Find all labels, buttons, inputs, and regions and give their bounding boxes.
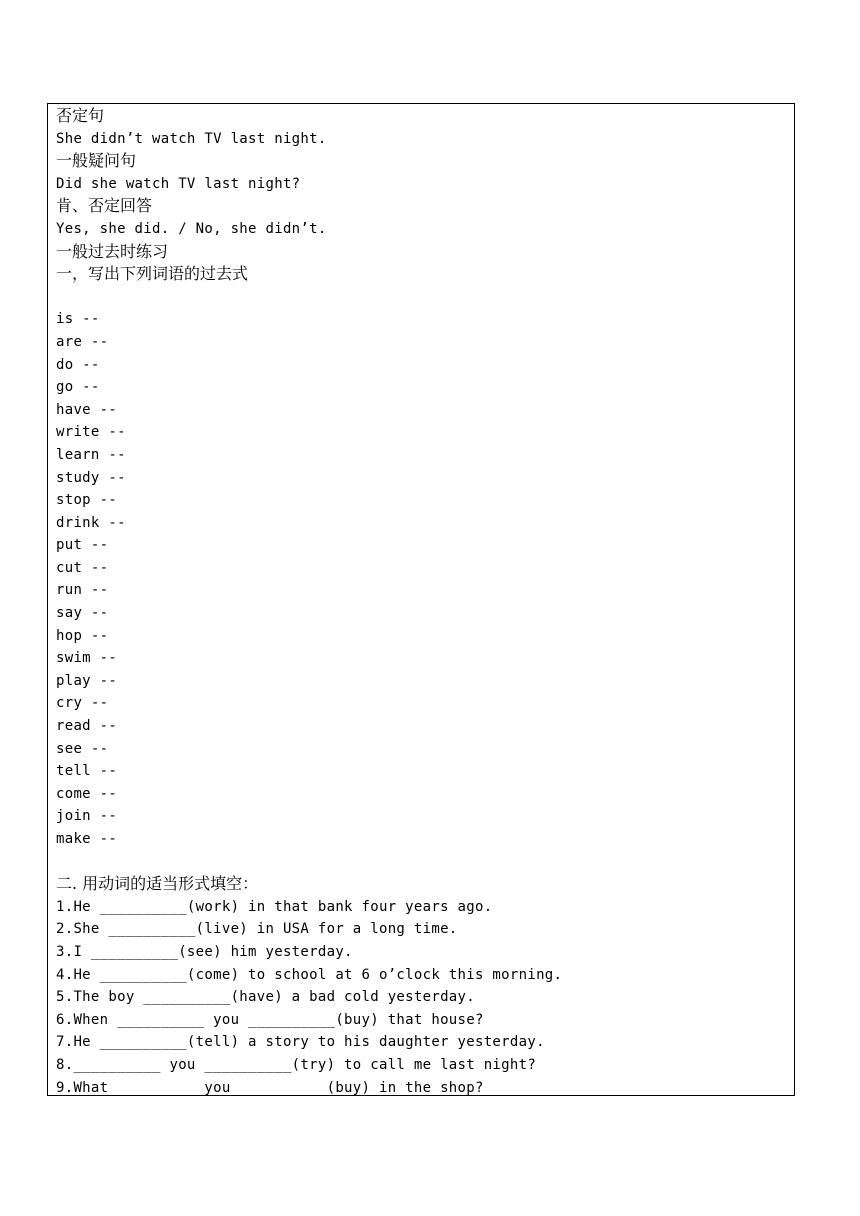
exercise-item: 2.She __________(live) in USA for a long time. — [56, 921, 458, 938]
exercise-item: 3.I __________(see) him yesterday. — [56, 943, 353, 960]
word-item: put -- — [56, 537, 109, 554]
negative-example: She didn’t watch TV last night. — [56, 130, 327, 147]
word-item: play -- — [56, 672, 118, 689]
answer-example: Yes, she did. / No, she didn’t. — [56, 220, 327, 237]
word-item: read -- — [56, 718, 118, 735]
exercise-list — [56, 896, 788, 1099]
spacer — [56, 286, 788, 309]
word-item: have -- — [56, 401, 118, 418]
section2-title: 二. 用动词的适当形式填空： — [56, 874, 259, 894]
word-item: is -- — [56, 311, 100, 328]
exercise-item: 4.He __________(come) to school at 6 o’clock this morning. — [56, 966, 563, 983]
word-item: cut -- — [56, 559, 109, 576]
question-example: Did she watch TV last night? — [56, 175, 301, 192]
worksheet-frame — [47, 103, 795, 1096]
exercise-item: 7.He __________(tell) a story to his daughter yesterday. — [56, 1034, 545, 1051]
word-item: come -- — [56, 785, 118, 802]
exercise-item: 8.__________ you __________(try) to call me last night? — [56, 1056, 537, 1073]
word-item: go -- — [56, 379, 100, 396]
word-item: say -- — [56, 605, 109, 622]
word-item: cry -- — [56, 695, 109, 712]
word-item: drink -- — [56, 514, 126, 531]
question-heading: 一般疑问句 — [56, 151, 137, 171]
word-item: learn -- — [56, 446, 126, 463]
negative-heading: 否定句 — [56, 106, 105, 125]
spacer — [56, 851, 788, 874]
worksheet-content — [56, 105, 788, 1099]
exercise-item: 5.The boy __________(have) a bad cold yesterday. — [56, 989, 475, 1006]
exercise-item: 6.When __________ you __________(buy) that house? — [56, 1011, 484, 1028]
answer-heading: 肯、否定回答 — [56, 196, 153, 216]
section1-title: 一，写出下列词语的过去式 — [56, 264, 249, 284]
word-item: study -- — [56, 469, 126, 486]
word-item: swim -- — [56, 650, 118, 667]
word-item: join -- — [56, 808, 118, 825]
word-list — [56, 308, 788, 850]
word-item: make -- — [56, 831, 118, 847]
exercise-item: 1.He __________(work) in that bank four years ago. — [56, 898, 493, 915]
word-item: tell -- — [56, 763, 118, 780]
exercise-item: 9.What __________you __________(buy) in the shop? — [56, 1079, 484, 1096]
word-item: write -- — [56, 424, 126, 441]
word-item: stop -- — [56, 492, 118, 509]
word-item: see -- — [56, 740, 109, 757]
word-item: run -- — [56, 582, 109, 599]
word-item: are -- — [56, 333, 109, 350]
practice-title: 一般过去时练习 — [56, 241, 169, 261]
word-item: do -- — [56, 356, 100, 373]
word-item: hop -- — [56, 627, 109, 644]
